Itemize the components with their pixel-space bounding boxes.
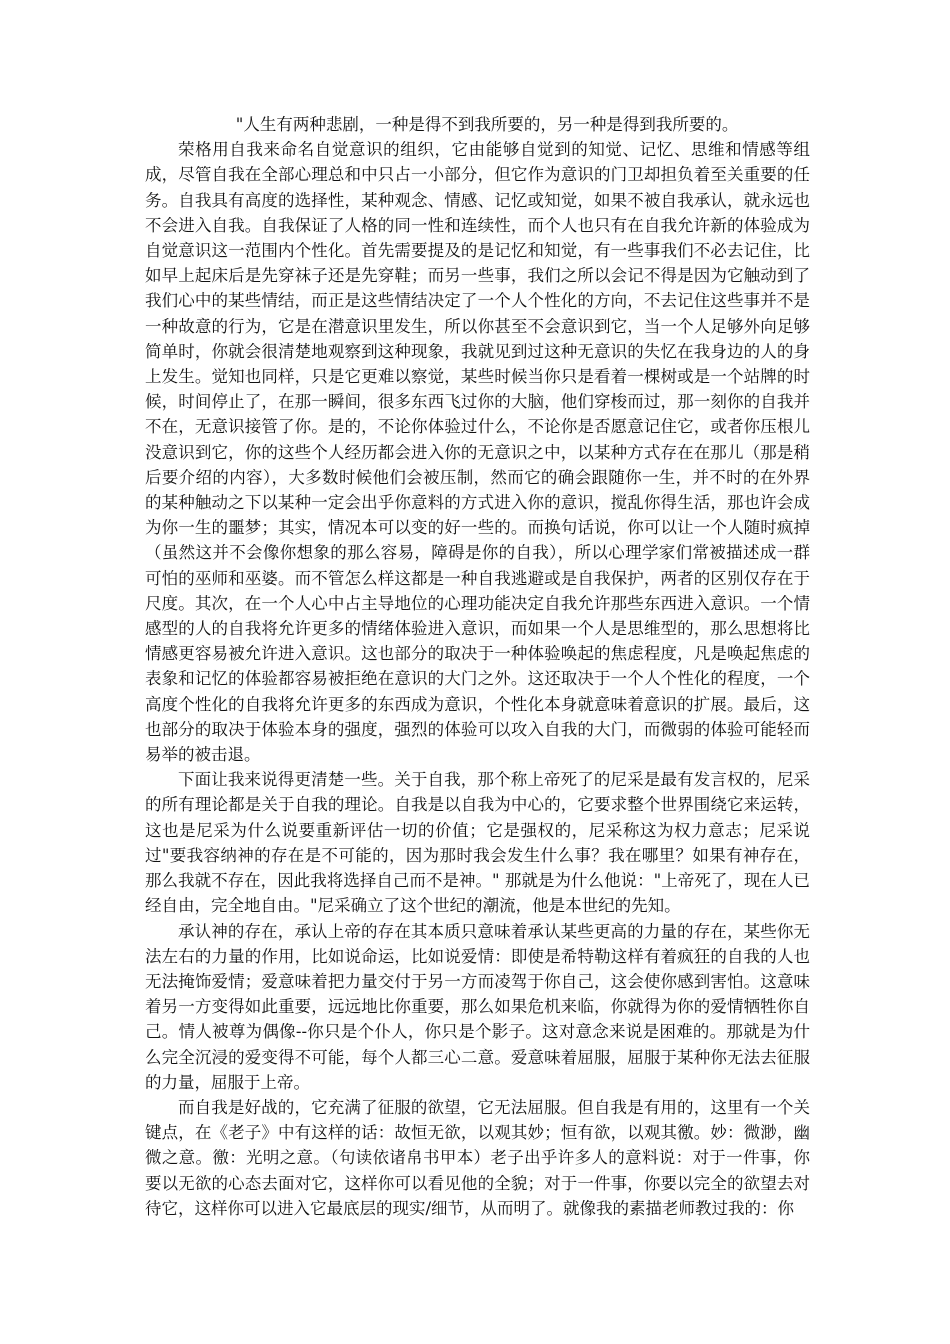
body-text xyxy=(145,112,810,1221)
paragraph-ego-combative: 而自我是好战的，它充满了征服的欲望，它无法屈服。但自我是有用的，这里有一个关键点，在《老子》中有这样的话：故恒无欲，以观其妙；恒有欲，以观其徼。妙：微渺，幽微之意。徼：光明之意。（句读依诸帛书甲本）老子出乎许多人的意料说：对于一件事，你要以无欲的心态去面对它，这样你可以看见他的全貌；对于一件事，你要以完全的欲望去对待它，这样你可以进入它最底层的现实/细节，从而明了。就像我的素描老师教过我的：你 xyxy=(145,1097,810,1218)
paragraph-quote: "人生有两种悲剧，一种是得不到我所要的，另一种是得到我所要的。 xyxy=(235,115,739,134)
paragraph-acknowledge-god: 承认神的存在，承认上帝的存在其本质只意味着承认某些更高的力量的存在，某些你无法左右的力量的作用，比如说命运，比如说爱情：即使是希特勒这样有着疯狂的自我的人也无法掩饰爱情；爱意味着把力量交付于另一方而凌驾于你自己，这会使你感到害怕。这意味着另一方变得如此重要，远远地比你重要，那么如果危机来临，你就得为你的爱情牺牲你自己。情人被尊为偶像--你只是个仆人，你只是个影子。这对意念来说是困难的。那就是为什么完全沉浸的爱变得不可能，每个人都三心二意。爱意味着屈服，屈服于某种你无法去征服的力量，屈服于上帝。 xyxy=(145,921,810,1092)
paragraph-ego-definition: 荣格用自我来命名自觉意识的组织，它由能够自觉到的知觉、记忆、思维和情感等组成，尽管自我在全部心理总和中只占一小部分，但它作为意识的门卫却担负着至关重要的任务。自我具有高度的选择性，某种观念、情感、记忆或知觉，如果不被自我承认，就永远也不会进入自我。自我保证了人格的同一性和连续性，而个人也只有在自我允许新的体验成为自觉意识这一范围内个性化。首先需要提及的是记忆和知觉，有一些事我们不必去记住，比如早上起床后是先穿袜子还是先穿鞋；而另一些事，我们之所以会记不得是因为它触动到了我们心中的某些情结，而正是这些情结决定了一个人个性化的方向，不去记住这些事并不是一种故意的行为，它是在潜意识里发生，所以你甚至不会意识到它，当一个人足够外向足够简单时，你就会很清楚地观察到这种现象，我就见到过这种无意识的失忆在我身边的人的身上发生。觉知也同样，只是它更难以察觉，某些时候当你只是看着一棵树或是一个站牌的时候，时间停止了，在那一瞬间，很多东西飞过你的大脑，他们穿梭而过，那一刻你的自我并不在，无意识接管了你。是的，不论你体验过什么，不论你是否愿意记住它，或者你压根儿没意识到它，你的这些个人经历都会进入你的无意识之中，以某种方式存在在那儿（那是稍后要介绍的内容），大多数时候他们会被压制，然而它的确会跟随你一生，并不时的在外界的某种触动之下以某种一定会出乎你意料的方式进入你的意识，搅乱你得生活，那也许会成为你一生的噩梦；其实，情况本可以变的好一些的。而换句话说，你可以让一个人随时疯掉（虽然这并不会像你想象的那么容易，障碍是你的自我），所以心理学家们常被描述成一群可怕的巫师和巫婆。而不管怎么样这都是一种自我逃避或是自我保护，两者的区别仅存在于尺度。其次，在一个人心中占主导地位的心理功能决定自我允许那些东西进入意识。一个情感型的人的自我将允许更多的情绪体验进入意识，而如果一个人是思维型的，那么思想将比情感更容易被允许进入意识。这也部分的取决于一种体验唤起的焦虑程度，凡是唤起焦虑的表象和记忆的体验都容易被拒绝在意识的大门之外。这还取决于一个人个性化的程度，一个高度个性化的自我将允许更多的东西成为意识，个性化本身就意味着意识的扩展。最后，这也部分的取决于体验本身的强度，强烈的体验可以攻入自我的大门，而微弱的体验可能轻而易举的被击退。 xyxy=(145,140,810,765)
paragraph-nietzsche: 下面让我来说得更清楚一些。关于自我，那个称上帝死了的尼采是最有发言权的，尼采的所有理论都是关于自我的理论。自我是以自我为中心的，它要求整个世界围绕它来运转，这也是尼采为什么说要重新评估一切的价值；它是强权的，尼采称这为权力意志；尼采说过"要我容纳神的存在是不可能的，因为那时我会发生什么事？我在哪里？如果有神存在，那么我就不存在，因此我将选择自己而不是神。" 那就是为什么他说："上帝死了，现在人已经自由，完全地自由。"尼采确立了这个世纪的潮流，他是本世纪的先知。 xyxy=(145,770,810,916)
